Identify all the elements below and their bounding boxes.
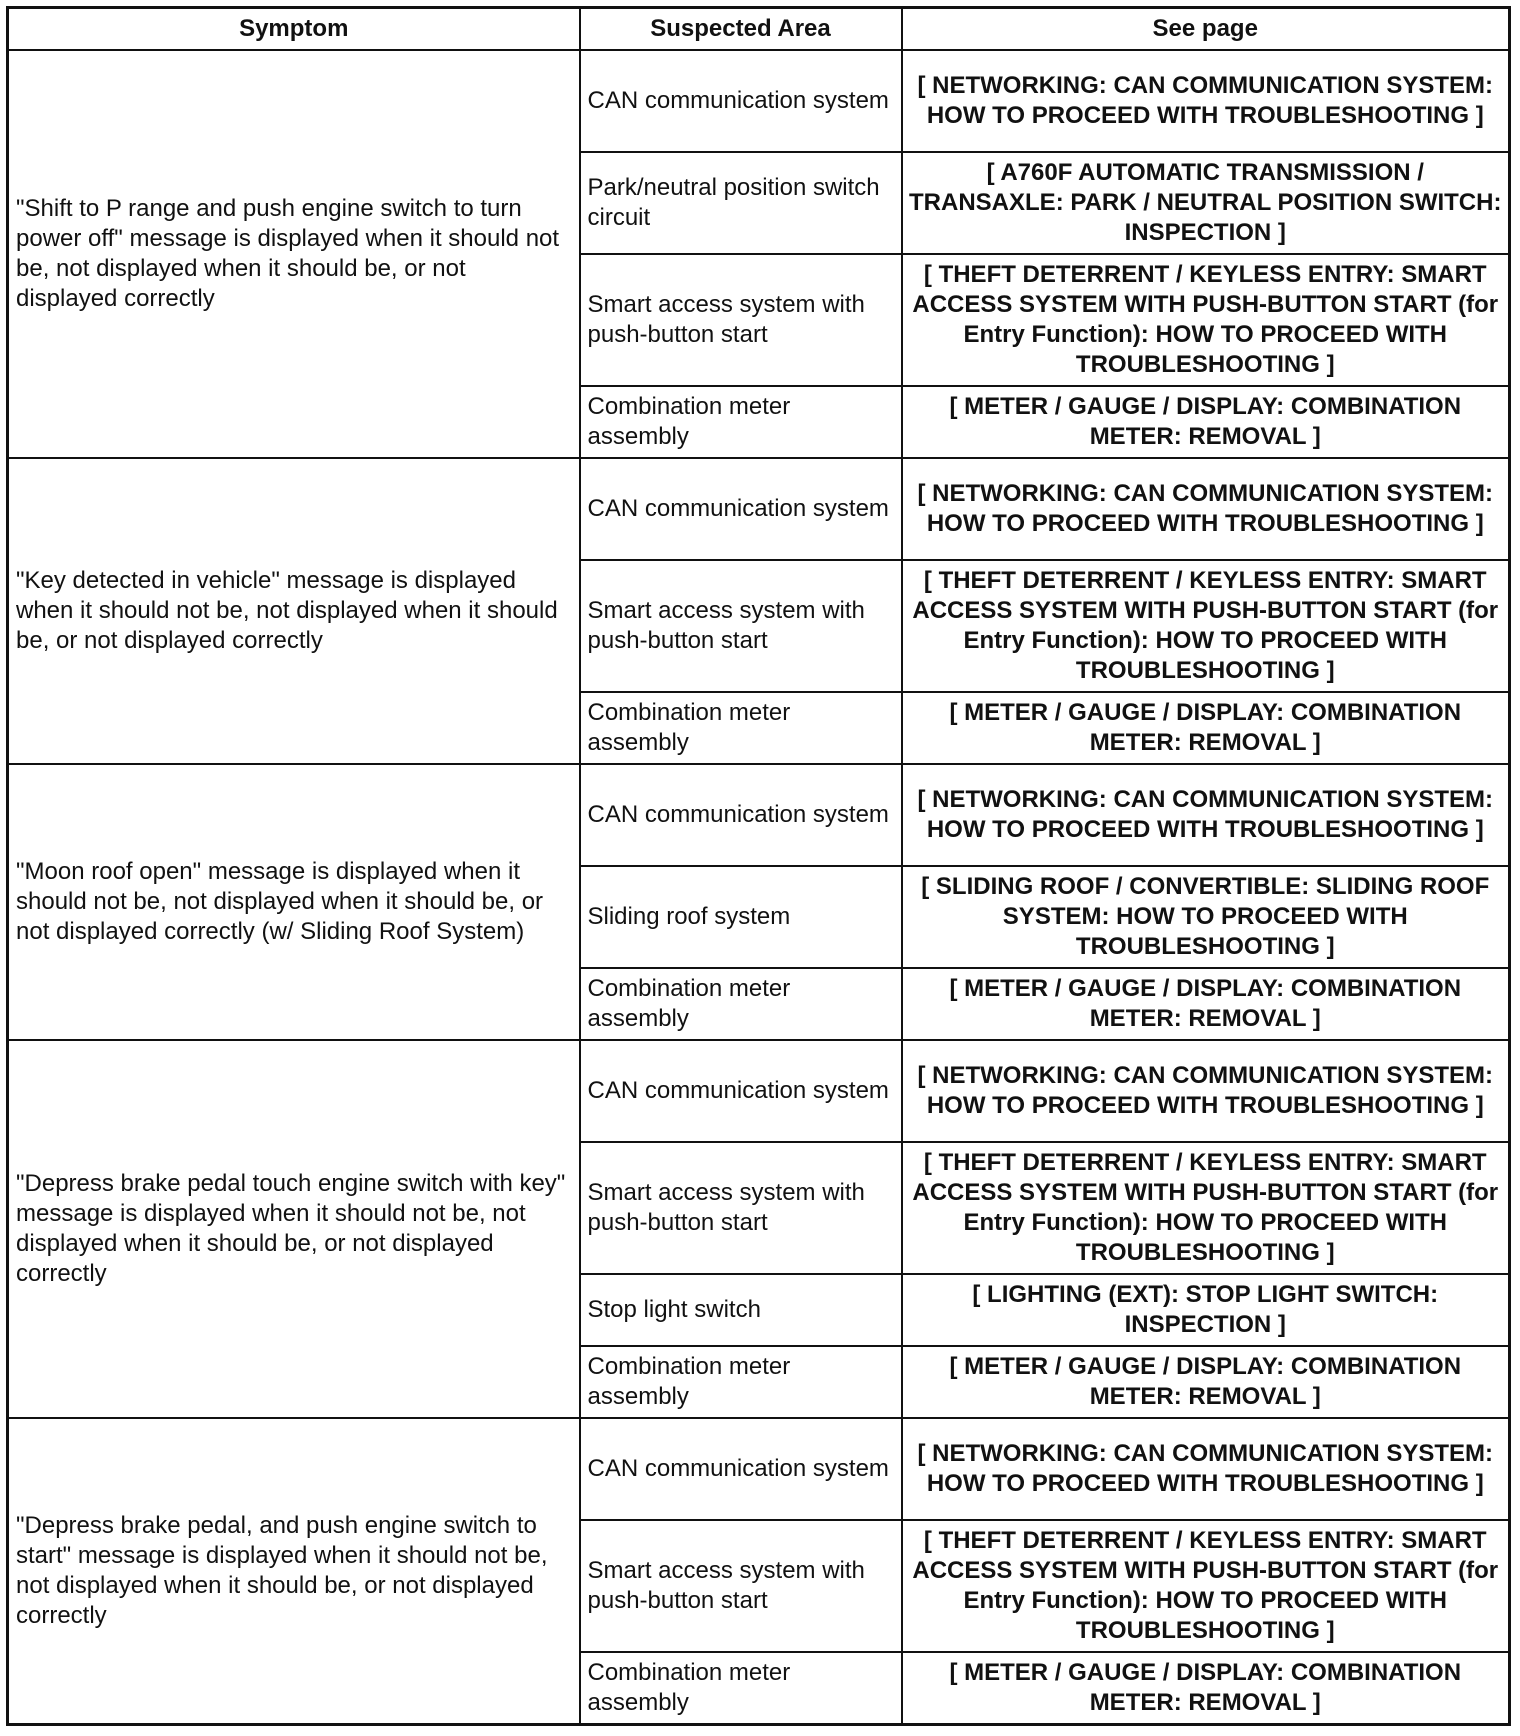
see-page-link[interactable]: [ NETWORKING: CAN COMMUNICATION SYSTEM: HOW TO PROCEED WITH TROUBLESHOOTING ] [902,1040,1510,1142]
symptom-cell: "Shift to P range and push engine switch to turn power off" message is displayed when it should not be, not displayed when it should be, or not displayed correctly [8,50,580,458]
suspected-area-cell: CAN communication system [580,764,902,866]
symptom-cell: "Moon roof open" message is displayed when it should not be, not displayed when it should be, or not displayed correctly (w/ Sliding Roof System) [8,764,580,1040]
table-row [8,1418,1510,1520]
suspected-area-cell: Combination meter assembly [580,692,902,764]
suspected-area-cell: CAN communication system [580,1418,902,1520]
suspected-area-cell: Smart access system with push-button start [580,1142,902,1274]
suspected-area-cell: Park/neutral position switch circuit [580,152,902,254]
suspected-area-cell: CAN communication system [580,50,902,152]
suspected-area-cell: Stop light switch [580,1274,902,1346]
see-page-link[interactable]: [ METER / GAUGE / DISPLAY: COMBINATION METER: REMOVAL ] [902,386,1510,458]
table-row [8,1040,1510,1142]
suspected-area-cell: Combination meter assembly [580,386,902,458]
suspected-area-cell: Sliding roof system [580,866,902,968]
see-page-link[interactable]: [ METER / GAUGE / DISPLAY: COMBINATION METER: REMOVAL ] [902,692,1510,764]
suspected-area-cell: Combination meter assembly [580,1652,902,1724]
see-page-link[interactable]: [ THEFT DETERRENT / KEYLESS ENTRY: SMART ACCESS SYSTEM WITH PUSH-BUTTON START (for Entry Function): HOW TO PROCEED WITH TROUBLESHOOTING ] [902,1142,1510,1274]
symptom-cell: "Depress brake pedal touch engine switch with key" message is displayed when it should not be, not displayed when it should be, or not displayed correctly [8,1040,580,1418]
see-page-link[interactable]: [ NETWORKING: CAN COMMUNICATION SYSTEM: HOW TO PROCEED WITH TROUBLESHOOTING ] [902,764,1510,866]
header-suspected-area: Suspected Area [580,8,902,51]
see-page-link[interactable]: [ SLIDING ROOF / CONVERTIBLE: SLIDING ROOF SYSTEM: HOW TO PROCEED WITH TROUBLESHOOTING ] [902,866,1510,968]
table-row [8,50,1510,152]
table-row [8,458,1510,560]
see-page-link[interactable]: [ METER / GAUGE / DISPLAY: COMBINATION METER: REMOVAL ] [902,1652,1510,1724]
suspected-area-cell: CAN communication system [580,1040,902,1142]
header-symptom: Symptom [8,8,580,51]
see-page-link[interactable]: [ LIGHTING (EXT): STOP LIGHT SWITCH: INSPECTION ] [902,1274,1510,1346]
symptom-cell: "Key detected in vehicle" message is displayed when it should not be, not displayed when it should be, or not displayed correctly [8,458,580,764]
troubleshooting-table [6,6,1511,1726]
troubleshooting-table-container [6,6,1508,1726]
suspected-area-cell: Combination meter assembly [580,968,902,1040]
suspected-area-cell: Smart access system with push-button start [580,560,902,692]
see-page-link[interactable]: [ METER / GAUGE / DISPLAY: COMBINATION METER: REMOVAL ] [902,968,1510,1040]
suspected-area-cell: Smart access system with push-button start [580,1520,902,1652]
header-row [8,8,1510,51]
header-see-page: See page [902,8,1510,51]
see-page-link[interactable]: [ METER / GAUGE / DISPLAY: COMBINATION METER: REMOVAL ] [902,1346,1510,1418]
see-page-link[interactable]: [ NETWORKING: CAN COMMUNICATION SYSTEM: HOW TO PROCEED WITH TROUBLESHOOTING ] [902,1418,1510,1520]
symptom-cell: "Depress brake pedal, and push engine switch to start" message is displayed when it should not be, not displayed when it should be, or not displayed correctly [8,1418,580,1724]
suspected-area-cell: Smart access system with push-button start [580,254,902,386]
see-page-link[interactable]: [ THEFT DETERRENT / KEYLESS ENTRY: SMART ACCESS SYSTEM WITH PUSH-BUTTON START (for Entry Function): HOW TO PROCEED WITH TROUBLESHOOTING ] [902,560,1510,692]
see-page-link[interactable]: [ NETWORKING: CAN COMMUNICATION SYSTEM: HOW TO PROCEED WITH TROUBLESHOOTING ] [902,50,1510,152]
table-row [8,764,1510,866]
suspected-area-cell: Combination meter assembly [580,1346,902,1418]
see-page-link[interactable]: [ NETWORKING: CAN COMMUNICATION SYSTEM: HOW TO PROCEED WITH TROUBLESHOOTING ] [902,458,1510,560]
see-page-link[interactable]: [ A760F AUTOMATIC TRANSMISSION / TRANSAXLE: PARK / NEUTRAL POSITION SWITCH: INSPECTION ] [902,152,1510,254]
see-page-link[interactable]: [ THEFT DETERRENT / KEYLESS ENTRY: SMART ACCESS SYSTEM WITH PUSH-BUTTON START (for Entry Function): HOW TO PROCEED WITH TROUBLESHOOTING ] [902,1520,1510,1652]
see-page-link[interactable]: [ THEFT DETERRENT / KEYLESS ENTRY: SMART ACCESS SYSTEM WITH PUSH-BUTTON START (for Entry Function): HOW TO PROCEED WITH TROUBLESHOOTING ] [902,254,1510,386]
suspected-area-cell: CAN communication system [580,458,902,560]
